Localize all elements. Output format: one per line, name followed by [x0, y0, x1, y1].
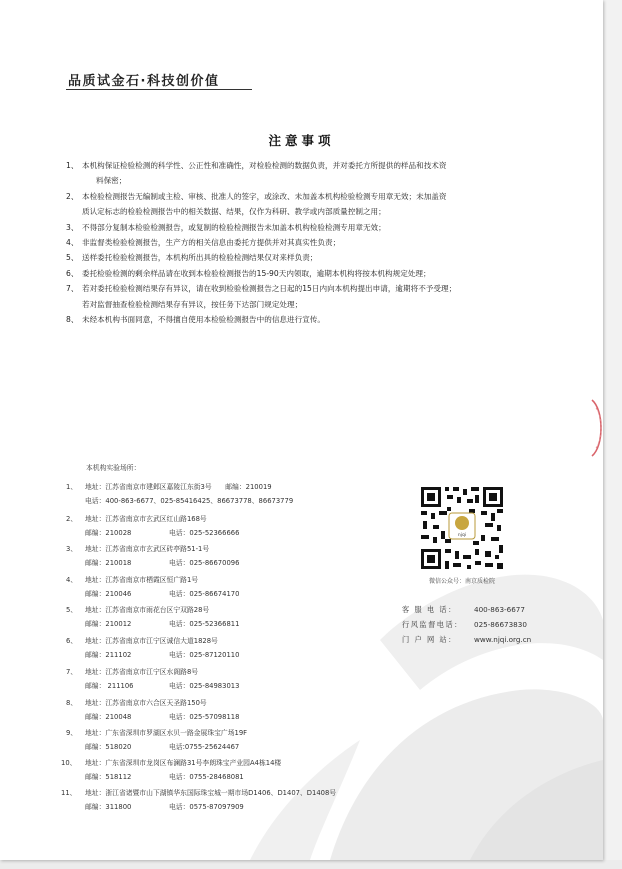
notice-item-number: 1、	[66, 161, 79, 170]
notice-item-text: 本检验检测报告无编制或主检、审核、批准人的签字，或涂改、未加盖本机构检验检测专用章无效；未加盖资	[82, 191, 447, 201]
lab-postcode: 邮编：210046	[85, 590, 132, 599]
lab-address: 地址：江苏省南京市建邺区嘉陵江东街3号 邮编：210019	[85, 483, 272, 491]
lab-phone: 电话：025-57098118	[169, 713, 240, 722]
qr-code[interactable]	[419, 485, 505, 571]
notice-item-number: 5、	[66, 253, 79, 263]
notice-item-number: 4、	[66, 238, 79, 248]
lab-entry-number: 3、	[66, 545, 78, 553]
contact-row	[402, 617, 531, 632]
lab-details	[85, 770, 244, 784]
lab-phone: 电话：0755-28468081	[169, 773, 244, 782]
lab-postcode: 邮编：210012	[85, 620, 132, 629]
notice-item	[66, 281, 546, 312]
contact-row	[402, 632, 531, 647]
lab-entry-number: 4、	[66, 576, 78, 584]
lab-phone: 电话:0755-25624467	[169, 743, 240, 752]
qr-caption: 微信公众号：南京质检院	[428, 578, 495, 585]
lab-postcode: 邮编：518112	[85, 773, 132, 782]
lab-phone: 电话：025-87120110	[169, 651, 240, 660]
notice-item-number: 3、	[66, 222, 79, 232]
lab-address: 地址：广东省深圳市龙岗区布澜路31号李朗珠宝产业园A4栋14楼	[85, 759, 282, 767]
lab-address: 地址：江苏省南京市玄武区红山路168号	[85, 515, 207, 523]
notice-item	[66, 220, 546, 235]
lab-entry-number: 11、	[61, 789, 77, 797]
slogan: 品质试金石·科技创价值	[68, 74, 220, 89]
lab-phone: 电话：025-86670096	[169, 559, 240, 568]
notice-item-text-continued: 若对监督抽查检验检测结果存有异议，按任务下达部门规定处理；	[82, 299, 303, 309]
lab-details	[85, 800, 244, 814]
notice-item-text: 若对委托检验检测结果存有异议，请在收到检验检测报告之日起的15日内向本机构提出申请，逾期将不予受理；	[82, 284, 457, 294]
lab-entry-number: 2、	[66, 515, 78, 523]
lab-address: 地址：浙江省诸暨市山下湖镇华东国际珠宝城一期市场D1406、D1407、D1408号	[85, 789, 337, 797]
lab-address: 地址：广东省深圳市罗湖区水贝一路金展珠宝广场19F	[85, 729, 248, 737]
viewer-background-right	[603, 0, 622, 869]
lab-details	[85, 587, 240, 601]
lab-address: 地址：江苏省南京市江宁区水阁路8号	[85, 668, 199, 676]
lab-details	[85, 679, 240, 693]
notice-item-text: 送样委托检验检测报告，本机构所出具的检验检测结果仅对来样负责；	[82, 253, 318, 263]
lab-entry-number: 8、	[66, 699, 78, 707]
lab-entry-number: 10、	[61, 759, 77, 767]
notice-item	[66, 235, 546, 250]
qr-center-logo-text: njqi	[457, 533, 467, 538]
seal-stamp-edge	[590, 398, 603, 458]
lab-address: 地址：江苏省南京市六合区天圣路150号	[85, 699, 207, 707]
lab-postcode: 邮编：518020	[85, 743, 132, 752]
notice-item-number: 7、	[66, 284, 79, 294]
notice-item-text: 本机构保证检验检测的科学性、公正性和准确性，对检验检测的数据负责，并对委托方所提供的样品和技术资	[82, 161, 447, 170]
viewer-background-bottom	[0, 860, 622, 869]
notice-item-number: 2、	[66, 191, 79, 201]
lab-address: 地址：江苏省南京市栖霞区恒广路1号	[85, 576, 199, 584]
lab-phone: 电话：0575-87097909	[169, 803, 244, 812]
notice-item-text: 非监督类检验检测报告，生产方的相关信息由委托方提供并对其真实性负责；	[82, 238, 341, 248]
lab-entry-number: 5、	[66, 606, 78, 614]
lab-postcode: 邮编：210018	[85, 559, 132, 568]
lab-details	[85, 740, 240, 754]
notice-item	[66, 250, 546, 265]
contact-label: 门 户 网 站：	[402, 635, 457, 645]
notice-item-text: 未经本机构书面同意，不得擅自使用本检验检测报告中的信息进行宣传。	[82, 315, 325, 325]
lab-entry-number: 9、	[66, 729, 78, 737]
lab-details	[85, 648, 240, 662]
notice-item-text-continued: 质认定标志的检验检测报告中的相关数据、结果，仅作为科研、教学或内部质量控制之用；	[82, 207, 386, 217]
notice-title: 注意事项	[268, 133, 335, 148]
lab-entry-number: 6、	[66, 637, 78, 645]
notice-item-text: 委托检验检测的剩余样品请在收到本检验检测报告的15-90天内领取，逾期本机构将按本机构规定处理；	[82, 268, 431, 278]
lab-entry-number: 7、	[66, 668, 78, 676]
lab-details	[85, 494, 293, 508]
contact-label: 客 服 电 话：	[402, 605, 457, 614]
notice-item-number: 8、	[66, 315, 79, 325]
contact-value: 400-863-6677	[474, 605, 525, 614]
lab-address: 地址：江苏省南京市江宁区诚信大道1828号	[85, 637, 218, 645]
notice-item-text: 不得部分复制本检验检测报告，或复制的检验检测报告未加盖本机构检验检测专用章无效；	[82, 222, 386, 232]
contact-info	[402, 602, 531, 648]
lab-phone: 电话：025-52366666	[169, 529, 240, 538]
lab-entry-number: 1、	[66, 483, 78, 491]
lab-details	[85, 526, 240, 540]
lab-details	[85, 617, 240, 631]
lab-phone: 电话：025-52366811	[169, 620, 240, 629]
notice-item	[66, 189, 546, 220]
lab-details	[85, 710, 240, 724]
contact-value: 025-86673830	[474, 620, 527, 630]
lab-postcode: 邮编：210048	[85, 713, 132, 722]
lab-phone: 电话：400-863-6677、025-85416425、86673778、86673779	[85, 497, 294, 506]
notice-item	[66, 158, 546, 189]
notice-list	[66, 158, 546, 327]
notice-item-number: 6、	[66, 268, 79, 278]
contact-value[interactable]: www.njqi.org.cn	[474, 635, 532, 645]
lab-postcode: 邮编：210028	[85, 529, 132, 538]
notice-item	[66, 266, 546, 281]
lab-postcode: 邮编：211102	[85, 651, 132, 660]
lab-phone: 电话：025-86674170	[169, 590, 240, 599]
contact-label: 行风监督电话：	[402, 620, 463, 630]
notice-item	[66, 312, 546, 327]
notice-item-text-continued: 料保密；	[96, 176, 127, 186]
lab-phone: 电话：025-84983013	[169, 682, 240, 691]
lab-locations-heading: 本机构实验场所：	[86, 464, 141, 472]
lab-postcode: 邮编： 211106	[85, 682, 134, 691]
slogan-underline	[66, 89, 252, 90]
lab-details	[85, 556, 240, 570]
contact-row	[402, 602, 531, 617]
lab-address: 地址：江苏省南京市玄武区砖亭路51-1号	[85, 545, 210, 553]
lab-postcode: 邮编：311800	[85, 803, 132, 812]
lab-address: 地址：江苏省南京市雨花台区宁双路28号	[85, 606, 210, 614]
